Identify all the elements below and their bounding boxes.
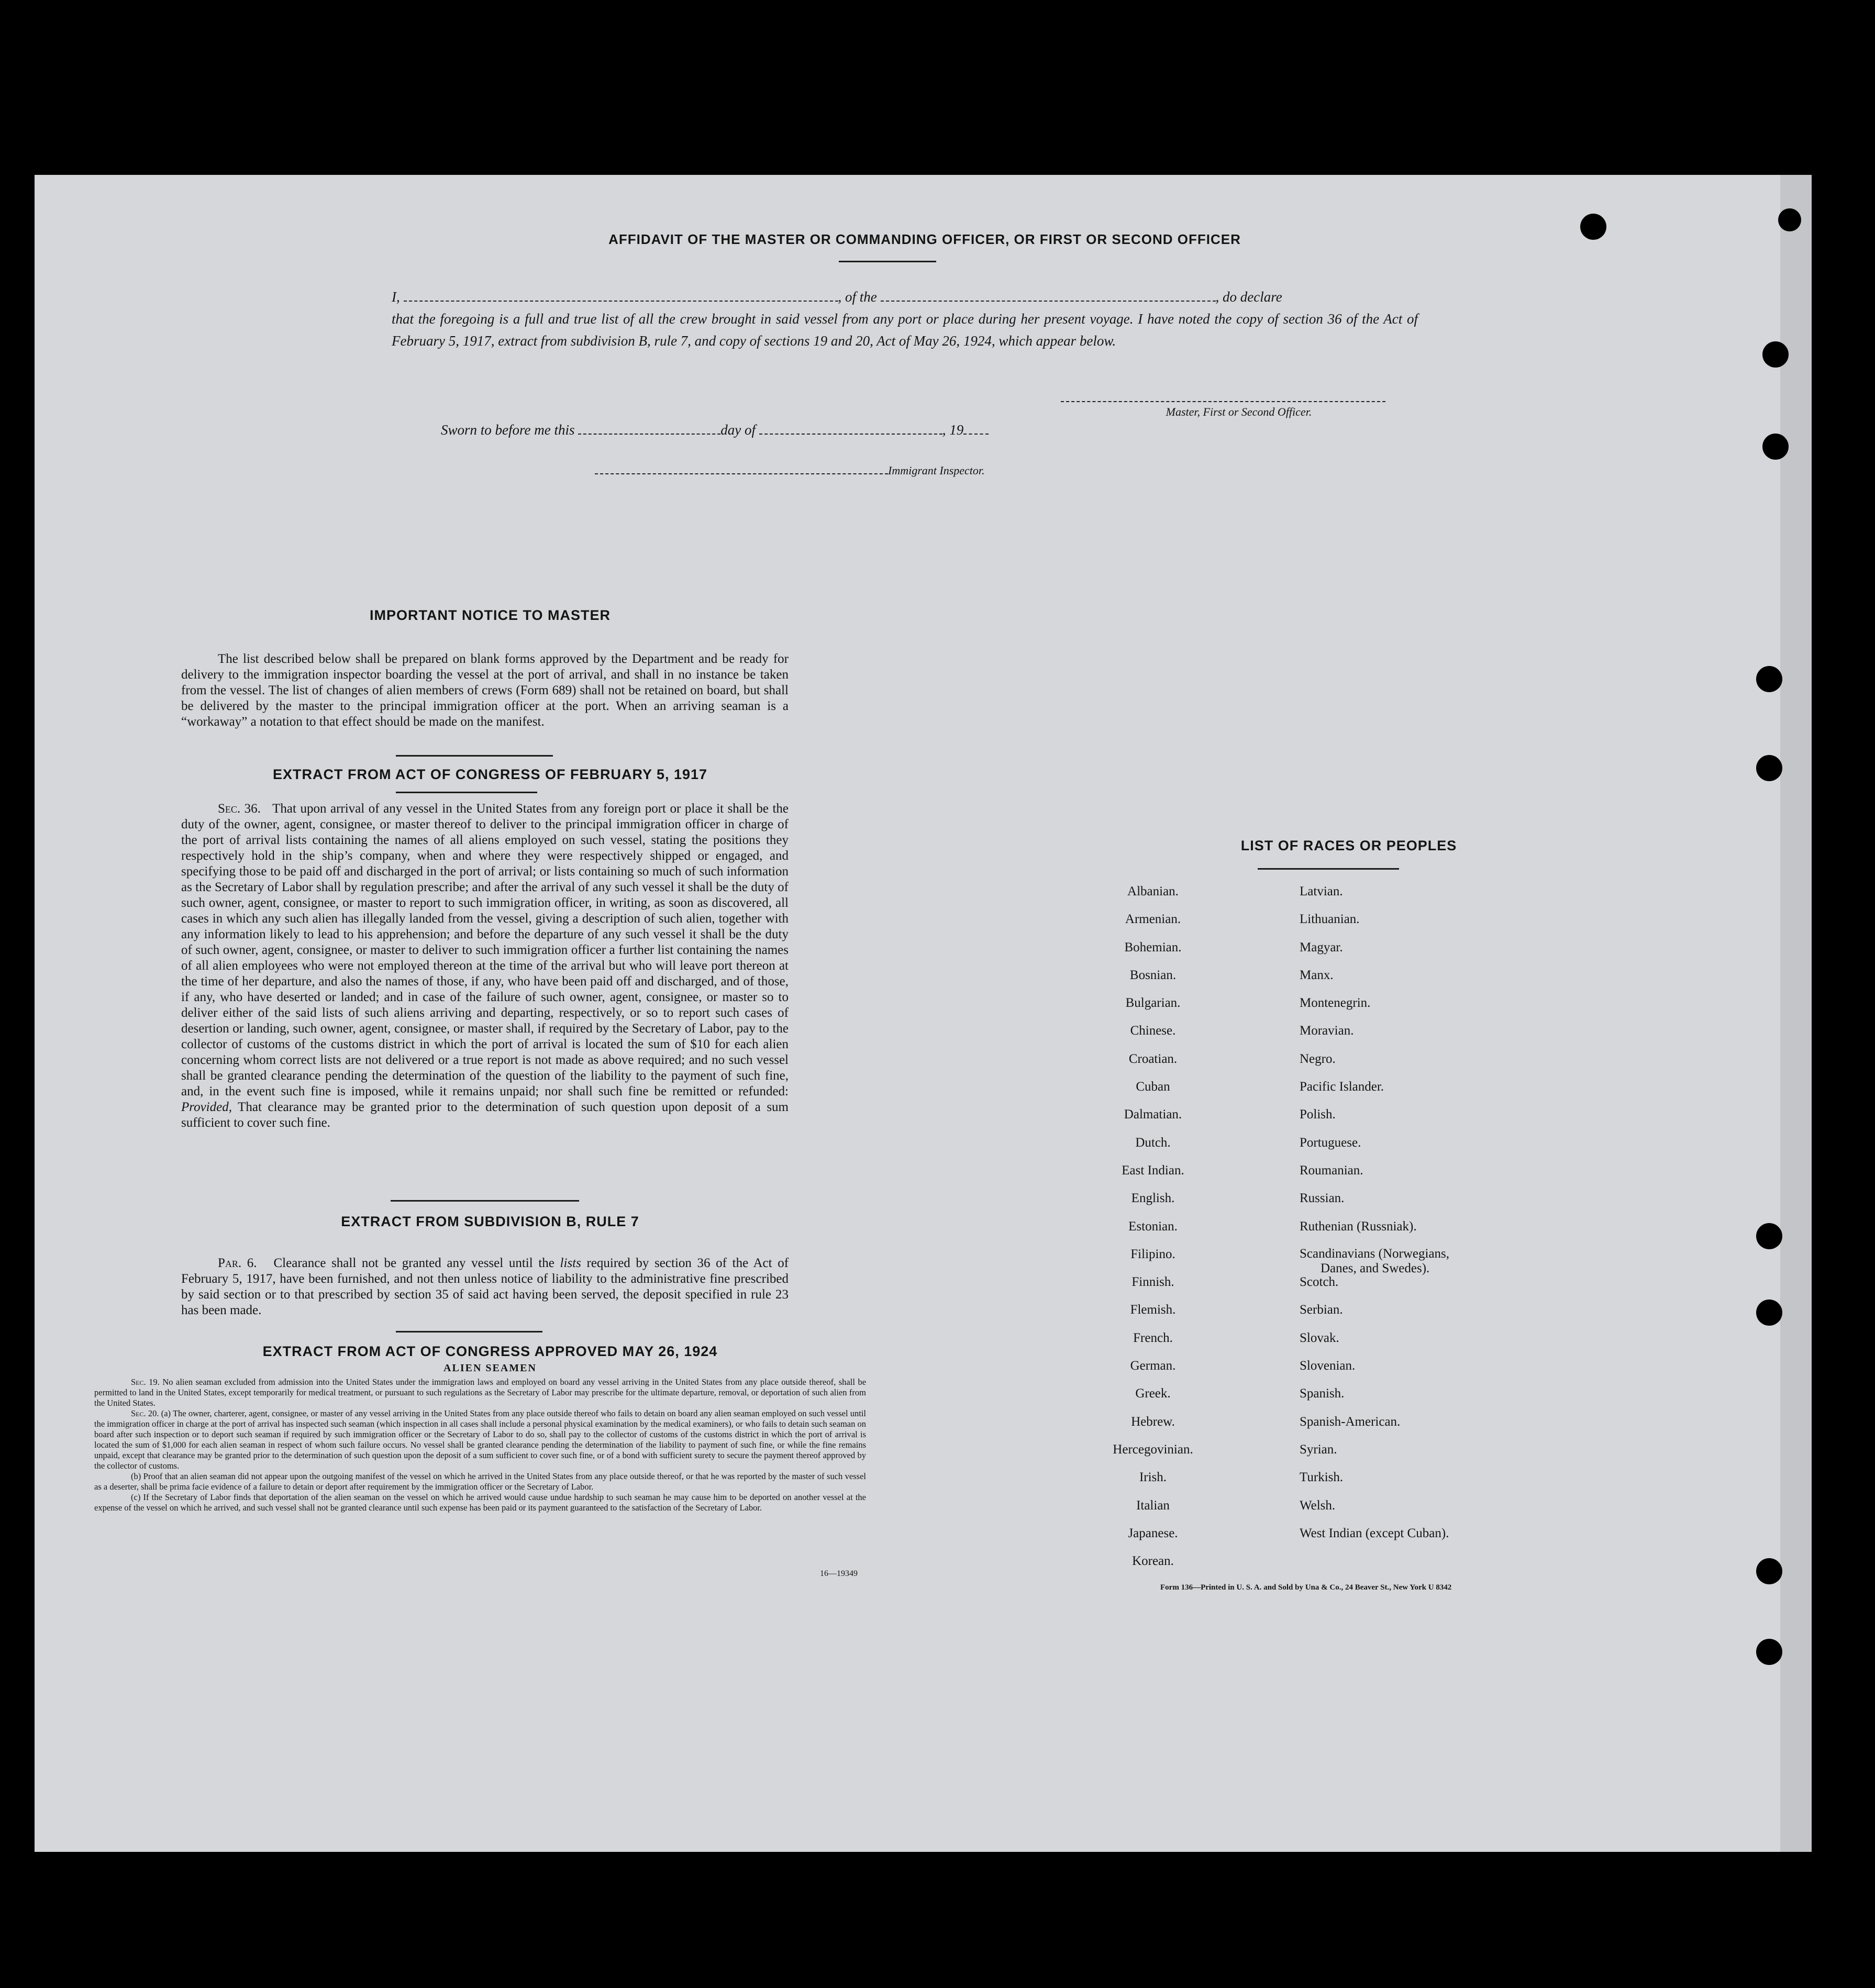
form-number: 16—19349 — [820, 1569, 858, 1578]
extract-1917-heading: EXTRACT FROM ACT OF CONGRESS OF FEBRUARY 5, 1917 — [272, 767, 708, 782]
race-item: Scandinavians (Norwegians, — [1300, 1246, 1450, 1261]
race-item: Polish. — [1300, 1107, 1336, 1122]
affidavit-title: AFFIDAVIT OF THE MASTER OR COMMANDING OFFICER, OR FIRST OR SECOND OFFICER — [608, 231, 1241, 247]
sworn-statement — [441, 422, 1174, 438]
section-36-text — [181, 801, 789, 1131]
race-item: Roumanian. — [1300, 1163, 1363, 1178]
par-6-text — [181, 1256, 789, 1318]
sec-20-label: Sec. 20. — [131, 1408, 159, 1418]
race-item: Italian — [1136, 1498, 1170, 1513]
race-item: Moravian. — [1300, 1024, 1354, 1038]
punch-hole — [1756, 1558, 1782, 1584]
race-item: Albanian. — [1127, 884, 1179, 898]
par-6-body-b: required by section 36 of the Act of February 5, 1917, have been furnished, and not then unless notice of liability to the administrative fine prescribed by said section or to that prescribed by section 35 of said act having been served, the deposit specified in rule 23 has been made. — [181, 1256, 789, 1317]
race-item-continued: Danes, and Swedes). — [1321, 1261, 1430, 1275]
year-prefix: , 19 — [942, 422, 964, 438]
race-item: Negro. — [1300, 1051, 1336, 1066]
race-item: Ruthenian (Russniak). — [1300, 1219, 1417, 1234]
inspector-signature — [595, 464, 1066, 477]
race-item: Spanish. — [1300, 1386, 1345, 1401]
race-item: Manx. — [1300, 968, 1334, 982]
sec-20c-body: (c) If the Secretary of Labor finds that deportation of the alien seaman on the vessel on which he arrived would cause undue hardship to such seaman he may cause him to be deported on another vessel at the expense of the vessel on which he arrived, and such vessel shall not be granted clearance until such expense has been paid or its payment guaranteed to the satisfaction of the Secretary of Labor. — [94, 1492, 866, 1513]
race-item: Turkish. — [1300, 1470, 1344, 1485]
par-6-body-a: Clearance shall not be granted any vessel until the — [273, 1256, 554, 1270]
proviso-text: That clearance may be granted prior to the determination of such question upon deposit of a sum sufficient to cover such fine. — [181, 1100, 789, 1130]
race-item: Hercegovinian. — [1113, 1442, 1193, 1457]
affidavit-declaration — [392, 286, 1418, 352]
declare-i: I, — [392, 289, 400, 305]
punch-hole — [1756, 1223, 1782, 1249]
section-rule — [396, 792, 537, 793]
race-item: Korean. — [1132, 1554, 1174, 1569]
race-item: Slovenian. — [1300, 1359, 1356, 1373]
punch-hole — [1756, 755, 1782, 781]
inspector-signature-line[interactable] — [595, 473, 888, 474]
race-item: Magyar. — [1300, 940, 1343, 954]
race-item: Cuban — [1136, 1080, 1170, 1094]
document-page — [35, 175, 1812, 1852]
race-item: Syrian. — [1300, 1442, 1337, 1457]
race-item: Croatian. — [1128, 1051, 1178, 1066]
master-signature-label: Master, First or Second Officer. — [1166, 405, 1312, 418]
race-item: West Indian (except Cuban). — [1300, 1526, 1449, 1540]
sworn-text: Sworn to before me this — [441, 422, 575, 438]
sec-20b-body: (b) Proof that an alien seaman did not appear upon the outgoing manifest of the vessel on which he arrived in the United States from any place outside thereof, or that he was reported by the master of such vessel as a deserter, shall be prima facie evidence of a failure to detain or deport after requirement by the immigration officer or the Secretary of Labor. — [94, 1471, 866, 1492]
race-item: Montenegrin. — [1300, 996, 1371, 1010]
sec-36-label: Sec. 36. — [218, 802, 261, 816]
inspector-label: Immigrant Inspector. — [888, 464, 985, 477]
alien-seamen-text — [94, 1377, 866, 1513]
lists-word: lists — [560, 1256, 581, 1270]
notice-text: The list described below shall be prepared on blank forms approved by the Department and be ready for delivery to the immigration inspector boarding the vessel at the port of arrival, and shall in no instance be taken from the vessel. The list of changes of alien members of crews (Form 689) shall not be retained on board, but shall be delivered by the master to the principal immigration officer at the port. When an arriving seaman is a “workaway” a notation to that effect should be made on the manifest. — [181, 652, 789, 729]
race-item: Welsh. — [1300, 1498, 1336, 1513]
races-heading-rule — [1258, 868, 1399, 870]
notice-heading: IMPORTANT NOTICE TO MASTER — [370, 607, 611, 623]
races-heading: LIST OF RACES OR PEOPLES — [1240, 838, 1457, 853]
day-of-text: day of — [720, 422, 756, 438]
sworn-year-field[interactable] — [963, 433, 989, 435]
punch-hole — [1756, 666, 1782, 692]
section-rule — [396, 755, 553, 757]
section-rule — [396, 1331, 542, 1332]
race-item: Lithuanian. — [1300, 912, 1360, 927]
race-item: Irish. — [1139, 1470, 1167, 1485]
races-column-left — [1074, 878, 1231, 1575]
rule-7-heading: EXTRACT FROM SUBDIVISION B, RULE 7 — [341, 1214, 639, 1229]
race-item: Spanish-American. — [1300, 1414, 1401, 1429]
race-item: Chinese. — [1130, 1024, 1176, 1038]
race-item-scandinavians — [1300, 1240, 1593, 1275]
race-item: Bulgarian. — [1125, 996, 1181, 1010]
race-item: Dutch. — [1135, 1135, 1171, 1150]
punch-hole — [1778, 208, 1801, 231]
races-column-right — [1300, 878, 1593, 1547]
punch-hole — [1756, 1639, 1782, 1665]
race-item: Armenian. — [1125, 912, 1181, 927]
race-item: German. — [1130, 1359, 1176, 1373]
race-item: Flemish. — [1130, 1303, 1176, 1317]
sworn-day-field[interactable] — [578, 433, 720, 435]
race-item: Bohemian. — [1124, 940, 1182, 954]
race-item: Latvian. — [1300, 884, 1343, 898]
race-item: Japanese. — [1128, 1526, 1178, 1540]
race-item: Hebrew. — [1131, 1414, 1175, 1429]
title-rule — [839, 261, 936, 262]
race-item: Portuguese. — [1300, 1135, 1361, 1150]
punch-hole — [1762, 341, 1789, 368]
declare-do-declare: , do declare — [1215, 289, 1282, 305]
punch-hole — [1580, 214, 1606, 240]
sec-19-body: No alien seaman excluded from admission into the United States under the immigration laws and employed on board any vessel arriving in the United States from any place outside thereof, shall be permitted to land in the United States, except temporarily for medical treatment, or pursuant to such regulations as the Secretary of Labor may prescribe for the ultimate departure, removal, or deportation of such alien from the United States. — [94, 1377, 867, 1408]
printer-note: Form 136—Printed in U. S. A. and Sold by Una & Co., 24 Beaver St., New York U 8342 — [1160, 1583, 1452, 1592]
punch-hole — [1756, 1300, 1782, 1326]
race-item: Greek. — [1135, 1386, 1171, 1401]
race-item: Scotch. — [1300, 1275, 1339, 1290]
race-item: Russian. — [1300, 1191, 1345, 1206]
race-item: English. — [1131, 1191, 1175, 1206]
extract-1924-heading: EXTRACT FROM ACT OF CONGRESS APPROVED MAY 26, 1924 — [262, 1343, 718, 1359]
declaration-body: that the foregoing is a full and true list of all the crew brought in said vessel from any port or place during her present voyage. I have noted the copy of section 36 of the Act of February 5, 1917, extract from subdivision B, rule 7, and copy of sections 19 and 20, Act of May 26, 1924, which appear below. — [392, 311, 1418, 349]
declare-of-the: , of the — [838, 289, 877, 305]
sec-36-body: That upon arrival of any vessel in the United States from any foreign port or place it shall be the duty of the owner, agent, consignee, or master thereof to deliver to the principal immigration officer in charge of the port of arrival lists containing the names of all aliens employed on such vessel, stating the positions they respectively hold in the ship’s company, when and where they were respectively shipped or engaged, and specifying those to be paid off and discharged in the port of arrival; or lists containing so much of such information as the Secretary of Labor shall by regulation prescribe; and after the arrival of any such vessel it shall be the duty of such owner, agent, consignee, or master to report to such immigration officer, in writing, as soon as discovered, all cases in which any such alien has illegally landed from the vessel, giving a description of such alien, together with any information likely to lead to his apprehension; and before the departure of any such vessel it shall be the duty of such owner, agent, consignee, or master to deliver to such immigration officer a further list containing the names of all alien employees who were not employed thereon at the time of the arrival but who will leave port thereon at the time of her departure, and also the names of those, if any, who have been paid off and discharged, and of those, if any, who have deserted or landed; and in case of the failure of such owner, agent, consignee, or master so to deliver either of the said lists of such aliens arriving and departing, respectively, or so to report such cases of desertion or landing, such owner, agent, consignee, or master shall, if required by the Secretary of Labor, pay to the collector of customs of the customs district in which the port of arrival is located the sum of $10 for each alien concerning whom correct lists are not delivered or a true report is not made as above required; and no such vessel shall be granted clearance pending the determination of the question of the liability to the payment of such fine, and, in the event such fine is imposed, while it remains unpaid; nor shall such fine be remitted or refunded: — [181, 802, 789, 1098]
vessel-field[interactable] — [881, 300, 1216, 302]
race-item: Slovak. — [1300, 1330, 1339, 1345]
proviso-label: Provided, — [181, 1100, 232, 1114]
par-6-label: Par. 6. — [218, 1256, 257, 1270]
punch-hole — [1762, 434, 1789, 460]
name-field[interactable] — [404, 300, 838, 302]
race-item: Finnish. — [1131, 1275, 1174, 1290]
race-item: East Indian. — [1122, 1163, 1184, 1178]
race-item: Serbian. — [1300, 1303, 1343, 1317]
section-rule — [391, 1200, 579, 1202]
race-item: Filipino. — [1130, 1247, 1175, 1261]
race-item: Pacific Islander. — [1300, 1080, 1384, 1094]
race-item: Bosnian. — [1129, 968, 1177, 982]
race-item: Estonian. — [1128, 1219, 1178, 1234]
sworn-month-field[interactable] — [759, 433, 942, 435]
master-signature-line[interactable] — [1061, 401, 1385, 402]
alien-seamen-subheading: ALIEN SEAMEN — [443, 1362, 537, 1374]
sec-20a-body: (a) The owner, charterer, agent, consignee, or master of any vessel arriving in the United States from any place outside thereof who fails to detain on board any alien seaman employed on such vessel until the immigration officer in charge at the port of arrival has inspected such seaman (which inspection in all cases shall include a personal physical examination by the medical examiners), or who fails to detain such seaman on board after such inspection or to deport such seaman if required by such immigration officer or the Secretary of Labor to do so, shall pay to the collector of customs of the customs district in which the port of arrival is located the sum of $1,000 for each alien seaman in respect of whom such failure occurs. No vessel shall be granted clearance pending the determination of the liability to payment of such fine, or while the fine remains unpaid, except that clearance may be granted prior to the determination of such question upon the deposit of a sum sufficient to cover such fine, or of a bond with sufficient surety to secure the payment thereof approved by the collector of customs. — [94, 1408, 867, 1471]
race-item: Dalmatian. — [1124, 1107, 1182, 1122]
page-edge-shadow — [1780, 175, 1812, 1852]
race-item: French. — [1133, 1330, 1173, 1345]
sec-19-label: Sec. 19. — [131, 1377, 160, 1387]
